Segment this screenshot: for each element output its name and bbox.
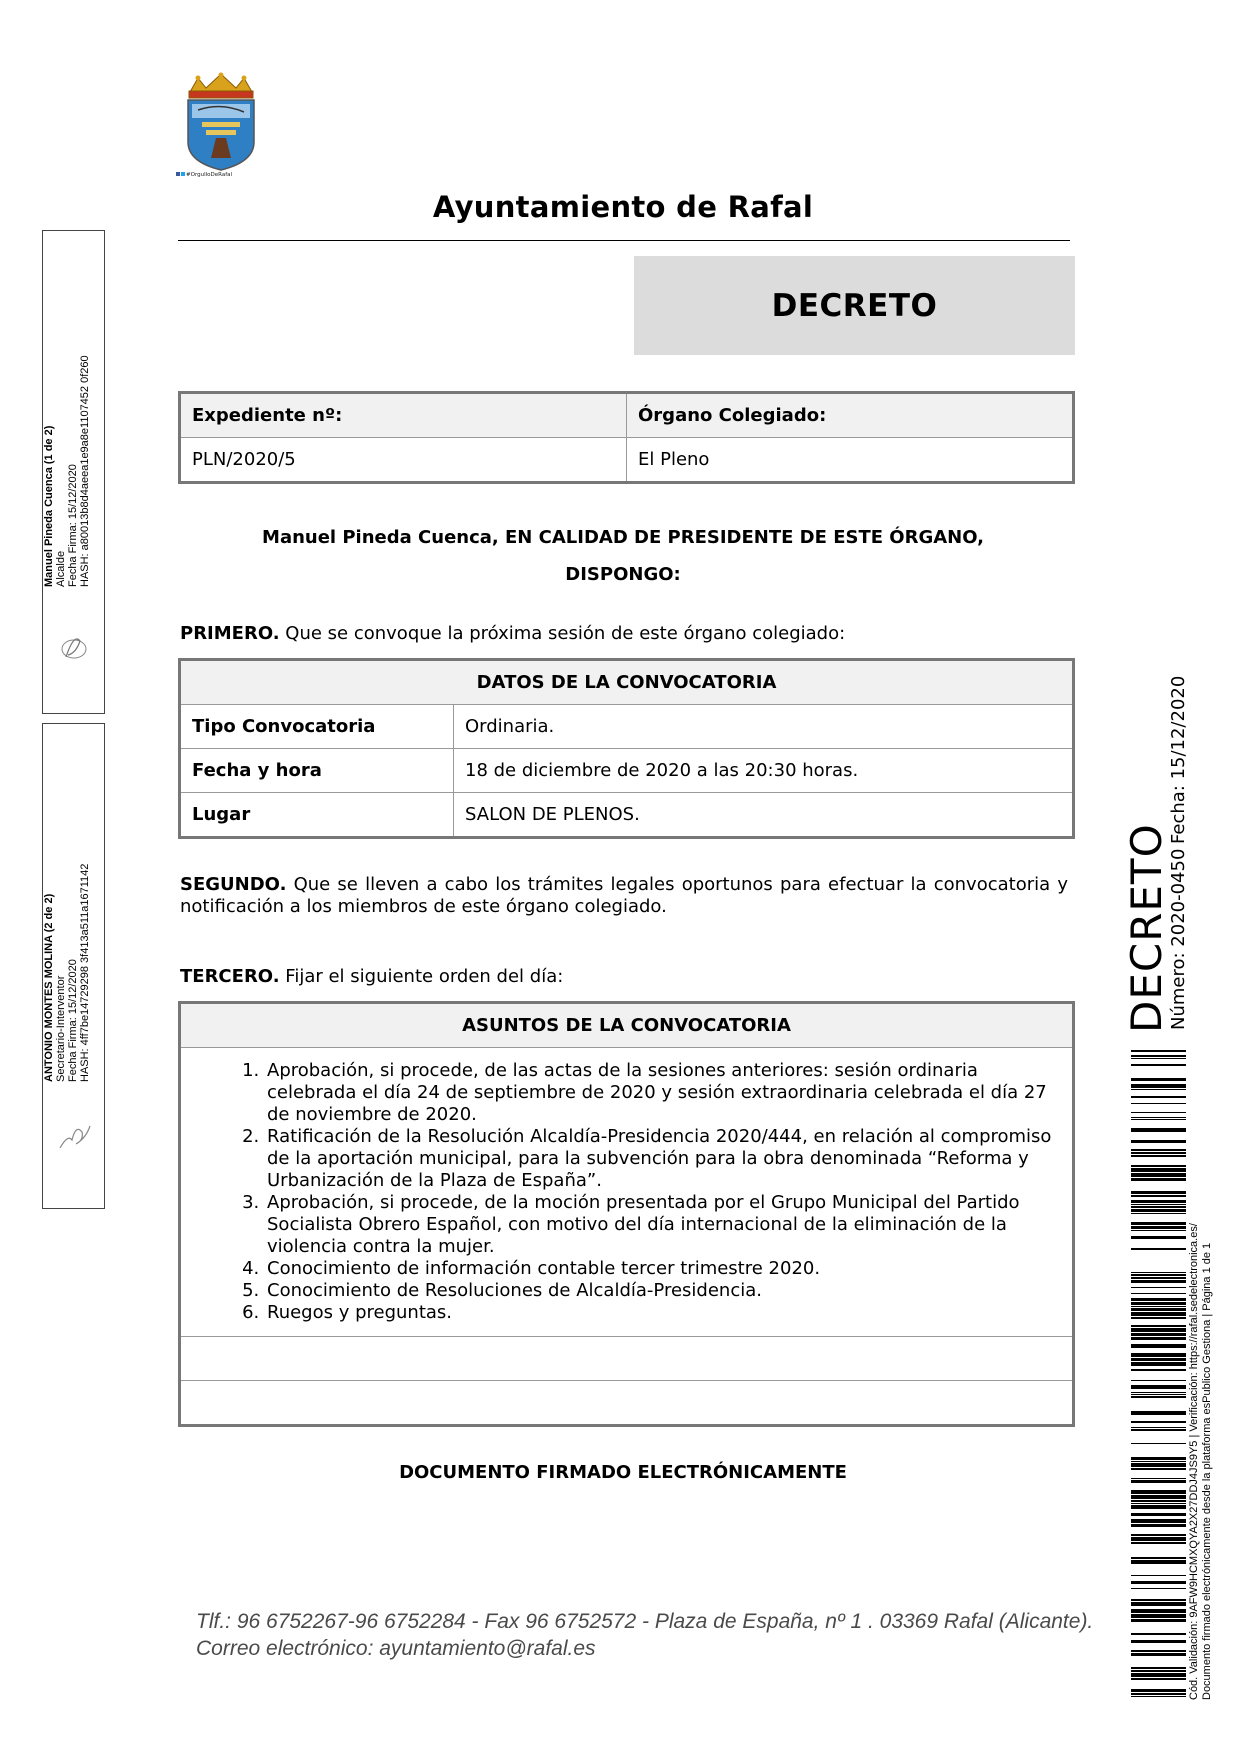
barcode-bar xyxy=(1131,1667,1186,1669)
barcode-bar xyxy=(1131,1298,1186,1301)
barcode-bar xyxy=(1131,1103,1186,1104)
table-row xyxy=(180,793,1074,838)
barcode-bar xyxy=(1131,1394,1186,1395)
empty-row xyxy=(180,1337,1074,1381)
list-item: 1. Aprobación, si procede, de las actas de la sesiones anteriores: sesión ordinaria celebrada el día 24 de septiembre de 2020 y sesión extraordinaria celebrada el día 27 de noviembre de 2020. xyxy=(265,1060,1072,1126)
stamp-validation xyxy=(1188,1223,1214,1700)
segundo-text: Que se lleven a cabo los trámites legales oportunos para efectuar la convocatoria y notificación a los miembros de este órgano colegiado. xyxy=(180,874,1068,917)
barcode-bar xyxy=(1131,1560,1186,1564)
barcode-bar xyxy=(1131,1693,1186,1695)
barcode-bar xyxy=(1131,1308,1186,1311)
barcode-bar xyxy=(1131,1274,1186,1276)
barcode-bar xyxy=(1131,1272,1186,1273)
signature-date: Fecha Firma: 15/12/2020 xyxy=(67,959,79,1082)
segundo-paragraph xyxy=(180,874,1068,918)
barcode-bar xyxy=(1131,1119,1186,1120)
barcode-bar xyxy=(1131,1599,1186,1601)
signed-notice: DOCUMENTO FIRMADO ELECTRÓNICAMENTE xyxy=(399,1462,847,1483)
barcode-bar xyxy=(1131,1427,1186,1428)
intro-line-2: DISPONGO: xyxy=(565,564,681,585)
expediente-value: PLN/2020/5 xyxy=(180,438,627,483)
list-item: 6. Ruegos y preguntas. xyxy=(265,1302,1072,1324)
barcode-bar xyxy=(1131,1542,1186,1544)
barcode-bar xyxy=(1131,1328,1186,1332)
barcode-bar xyxy=(1131,1096,1186,1098)
footer-contact xyxy=(196,1608,1096,1662)
list-item: 2. Ratificación de la Resolución Alcaldía-Presidencia 2020/444, en relación al compromiso de la aportación municipal, para la subvención para la obra denominada “Reforma y Urbanización de la Plaza de España”. xyxy=(265,1126,1072,1192)
barcode-bar xyxy=(1131,1468,1186,1470)
barcode-bar xyxy=(1131,1178,1186,1181)
tercero-paragraph xyxy=(180,966,1070,988)
validation-code: Cód. Validación: 9AFW9HCMXQYA2X27DDJ4JS9Y5 | Verificación: https://rafal.sedelectronica.es/ xyxy=(1188,1223,1200,1700)
barcode-bar xyxy=(1131,1064,1186,1066)
signer-name: Manuel Pineda Cuenca (1 de 2) xyxy=(43,425,55,587)
crest-caption: #OrgulloDeRafal xyxy=(186,172,233,178)
signature-date: Fecha Firma: 15/12/2020 xyxy=(67,464,79,587)
barcode-bar xyxy=(1131,1112,1186,1113)
barcode-bar xyxy=(1131,1084,1186,1088)
organo-header: Órgano Colegiado: xyxy=(627,393,1074,438)
document-type-label: DECRETO xyxy=(771,287,938,324)
table-row xyxy=(180,749,1074,793)
row-value: SALON DE PLENOS. xyxy=(454,793,1074,838)
row-label: Lugar xyxy=(180,793,454,838)
barcode-bar xyxy=(1131,1280,1186,1283)
signature-box-secretary xyxy=(42,723,105,1209)
barcode-bar xyxy=(1131,1457,1186,1460)
signature-hash: HASH: 4ff7be14729298 3f413a511a1671142 xyxy=(79,863,91,1082)
table-row xyxy=(180,705,1074,749)
barcode-bar xyxy=(1131,1537,1186,1541)
barcode-bar xyxy=(1131,1513,1186,1516)
barcode-bar xyxy=(1131,1500,1186,1502)
barcode-bar xyxy=(1131,1519,1186,1523)
barcode-bar xyxy=(1131,1165,1186,1167)
signature-text-block xyxy=(43,227,91,587)
barcode-bar xyxy=(1131,1353,1186,1357)
footer-line-2: Correo electrónico: ayuntamiento@rafal.es xyxy=(196,1637,596,1660)
organo-value: El Pleno xyxy=(627,438,1074,483)
signer-role: Secretario-Interventor xyxy=(55,975,67,1082)
barcode-bar xyxy=(1131,1236,1186,1239)
coat-of-arms-logo xyxy=(176,72,266,180)
expediente-header: Expediente nº: xyxy=(180,393,627,438)
barcode-bar xyxy=(1131,1204,1186,1205)
platform-note: Documento firmado electrónicamente desde la plataforma esPublico Gestiona | Página 1 de 1 xyxy=(1201,1242,1213,1700)
barcode-bar xyxy=(1131,1619,1186,1622)
barcode-bar xyxy=(1131,1385,1186,1389)
barcode-bar xyxy=(1131,1633,1186,1635)
barcode-bar xyxy=(1131,1337,1186,1340)
signature-text-block xyxy=(43,722,91,1082)
barcode-bar xyxy=(1131,1478,1186,1479)
list-item: 4. Conocimiento de información contable tercer trimestre 2020. xyxy=(265,1258,1072,1280)
barcode-bar xyxy=(1131,1443,1186,1444)
barcode-bar xyxy=(1131,1306,1186,1307)
barcode-bar xyxy=(1131,1480,1186,1483)
barcode-bar xyxy=(1131,1226,1186,1229)
barcode-bar xyxy=(1131,1392,1186,1393)
datos-convocatoria-table xyxy=(178,658,1075,839)
barcode-bar xyxy=(1131,1463,1186,1467)
signature-scribble-icon xyxy=(56,1114,92,1154)
barcode-bar xyxy=(1131,1396,1186,1398)
barcode-bar xyxy=(1131,1173,1186,1177)
barcode-bar xyxy=(1131,1222,1186,1225)
barcode-bar xyxy=(1131,1362,1186,1366)
primero-label: PRIMERO. xyxy=(180,623,280,644)
barcode-bar xyxy=(1131,1152,1186,1154)
expediente-table xyxy=(178,391,1075,484)
barcode-bar xyxy=(1131,1609,1186,1613)
agenda-list xyxy=(181,1048,1072,1336)
row-label: Tipo Convocatoria xyxy=(180,705,454,749)
barcode-bar xyxy=(1131,1055,1186,1057)
signer-role: Alcalde xyxy=(55,550,67,587)
tercero-text: Fijar el siguiente orden del día: xyxy=(279,966,564,987)
barcode-bar xyxy=(1131,1140,1186,1143)
row-value: 18 de diciembre de 2020 a las 20:30 horas. xyxy=(454,749,1074,793)
list-item: 5. Conocimiento de Resoluciones de Alcaldía-Presidencia. xyxy=(265,1280,1072,1302)
barcode-bar xyxy=(1131,1149,1186,1151)
agenda-list-cell xyxy=(180,1048,1074,1337)
barcode-bar xyxy=(1131,1248,1186,1250)
barcode-bar xyxy=(1131,1588,1186,1589)
barcode-bar xyxy=(1131,1128,1186,1132)
barcode-bar xyxy=(1131,1369,1186,1371)
barcode-bar xyxy=(1131,1287,1186,1288)
row-value: Ordinaria. xyxy=(454,705,1074,749)
barcode-bar xyxy=(1131,1155,1186,1157)
signature-seal-icon xyxy=(56,627,92,667)
signature-hash: HASH: a80013b8d4aeea1e9a8e1107452 0f260 xyxy=(79,355,91,587)
barcode-bar xyxy=(1131,1230,1186,1231)
barcode-bar xyxy=(1131,1293,1186,1294)
barcode-bar xyxy=(1131,1206,1186,1208)
barcode-bar xyxy=(1131,1670,1186,1672)
barcode-bar xyxy=(1131,1380,1186,1381)
barcode-bar xyxy=(1131,1534,1186,1536)
barcode-bar xyxy=(1131,1344,1186,1348)
barcode-image xyxy=(1131,1050,1186,1700)
intro-paragraph xyxy=(178,517,1068,595)
barcode-bar xyxy=(1131,1524,1186,1527)
signer-name: ANTONIO MONTES MOLINA (2 de 2) xyxy=(43,893,55,1082)
datos-table-title: DATOS DE LA CONVOCATORIA xyxy=(180,660,1074,705)
barcode-bar xyxy=(1131,1689,1186,1692)
barcode-bar xyxy=(1131,1650,1186,1652)
barcode-bar xyxy=(1131,1078,1186,1081)
asuntos-table-title: ASUNTOS DE LA CONVOCATORIA xyxy=(180,1003,1074,1048)
barcode-bar xyxy=(1131,1461,1186,1462)
list-item: 3. Aprobación, si procede, de la moción presentada por el Grupo Municipal del Partido Socialista Obrero Español, con motivo del día internacional de la eliminación de la violencia contra la mujer. xyxy=(265,1192,1072,1258)
intro-line-1: Manuel Pineda Cuenca, EN CALIDAD DE PRESIDENTE DE ESTE ÓRGANO, xyxy=(262,527,984,548)
footer-line-1: Tlf.: 96 6752267-96 6752284 - Fax 96 6752572 - Plaza de España, nº 1 . 03369 Rafal (Alicante). xyxy=(196,1610,1094,1633)
barcode-bar xyxy=(1131,1358,1186,1361)
barcode-bar xyxy=(1131,1317,1186,1319)
barcode-bar xyxy=(1131,1696,1186,1697)
barcode-bar xyxy=(1131,1614,1186,1618)
barcode-bar xyxy=(1131,1640,1186,1643)
barcode-bar xyxy=(1131,1602,1186,1606)
empty-row xyxy=(180,1381,1074,1426)
barcode-bar xyxy=(1131,1673,1186,1677)
barcode-bar xyxy=(1131,1191,1186,1194)
barcode-bar xyxy=(1131,1411,1186,1415)
barcode-bar xyxy=(1131,1581,1186,1584)
barcode-bar xyxy=(1131,1168,1186,1172)
row-label: Fecha y hora xyxy=(180,749,454,793)
stamp-document-type: DECRETO xyxy=(1122,823,1171,1033)
barcode-bar xyxy=(1131,1503,1186,1504)
barcode-bar xyxy=(1131,1209,1186,1212)
barcode-bar xyxy=(1131,1089,1186,1090)
barcode-bar xyxy=(1131,1277,1186,1279)
segundo-label: SEGUNDO. xyxy=(180,874,287,895)
stamp-number: Número: 2020-0450 xyxy=(1168,848,1189,1030)
barcode-bar xyxy=(1131,1575,1186,1576)
barcode-bar xyxy=(1131,1213,1186,1214)
barcode-bar xyxy=(1131,1421,1186,1423)
barcode-bar xyxy=(1131,1195,1186,1197)
signature-box-mayor xyxy=(42,230,105,714)
barcode-bar xyxy=(1131,1678,1186,1680)
barcode-bar xyxy=(1131,1490,1186,1494)
document-type-banner xyxy=(634,256,1075,355)
primero-text: Que se convoque la próxima sesión de este órgano colegiado: xyxy=(279,623,846,644)
barcode-bar xyxy=(1131,1429,1186,1431)
barcode-bar xyxy=(1131,1312,1186,1316)
stamp-date: Fecha: 15/12/2020 xyxy=(1168,675,1189,844)
barcode-bar xyxy=(1131,1495,1186,1499)
asuntos-convocatoria-table xyxy=(178,1001,1075,1427)
barcode-bar xyxy=(1131,1333,1186,1336)
barcode-bar xyxy=(1131,1200,1186,1203)
tercero-label: TERCERO. xyxy=(180,966,280,987)
barcode-bar xyxy=(1131,1653,1186,1656)
barcode-bar xyxy=(1131,1325,1186,1327)
title-divider xyxy=(178,240,1070,241)
barcode-bar xyxy=(1131,1050,1186,1052)
organization-title: Ayuntamiento de Rafal xyxy=(432,190,814,224)
barcode-bar xyxy=(1131,1302,1186,1305)
barcode-bar xyxy=(1131,1058,1186,1059)
barcode-bar xyxy=(1131,1505,1186,1509)
primero-paragraph xyxy=(180,623,1070,645)
barcode-bar xyxy=(1131,1557,1186,1559)
barcode-bar xyxy=(1131,1117,1186,1118)
